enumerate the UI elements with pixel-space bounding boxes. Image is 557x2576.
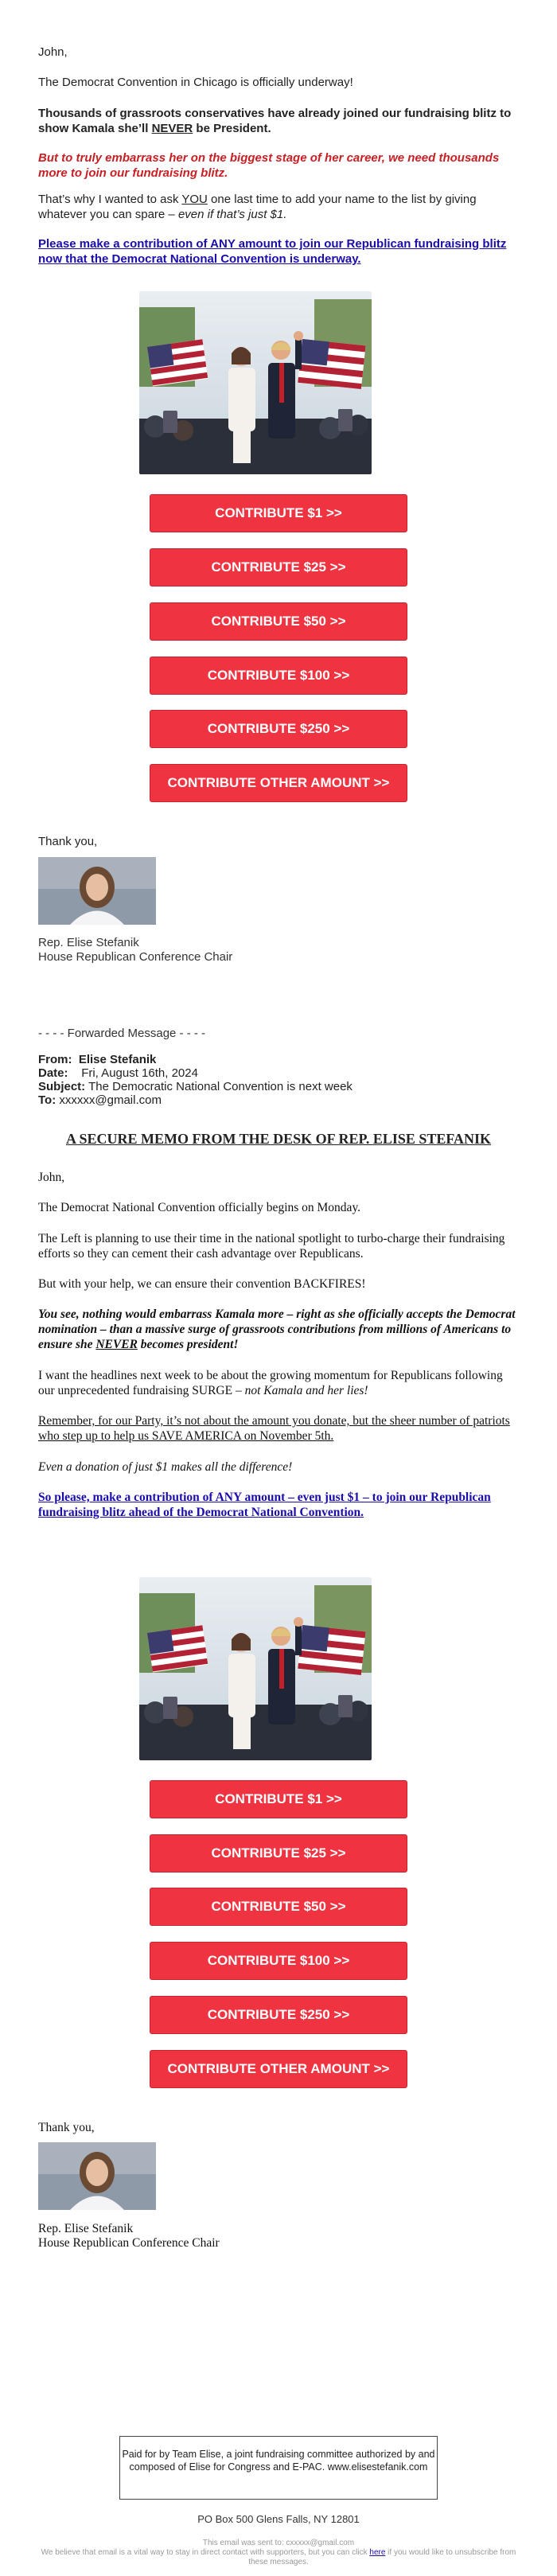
memo-paragraph-6: Remember, for our Party, it’s not about the amount you donate, but the sheer number of patriots who step up to help us SAVE AMERICA on November 5th.	[38, 1414, 510, 1443]
forwarded-to: To: xxxxxx@gmail.com	[38, 1093, 162, 1107]
unsubscribe-notice: We believe that email is a vital way to stay in direct contact with supporters, but you can click here if you would like to unsubscribe from these messages.	[41, 2548, 516, 2566]
memo-contribute-250-button[interactable]: CONTRIBUTE $250 >>	[150, 1996, 407, 2034]
contribute-250-button[interactable]: CONTRIBUTE $250 >>	[150, 710, 407, 748]
rally-photo-2-image	[139, 1577, 372, 1760]
contribute-50-button[interactable]: CONTRIBUTE $50 >>	[150, 602, 407, 641]
memo-contribute-100-button[interactable]: CONTRIBUTE $100 >>	[150, 1942, 407, 1980]
forwarded-divider: - - - - Forwarded Message - - - -	[38, 1027, 206, 1040]
contribute-other-button[interactable]: CONTRIBUTE OTHER AMOUNT >>	[150, 764, 407, 802]
memo-contribute-link[interactable]: So please, make a contribution of ANY amount – even just $1 – to join our Republican fundraising blitz ahead of the Democrat National Convention.	[38, 1491, 491, 1519]
memo-contribute-1-button[interactable]: CONTRIBUTE $1 >>	[150, 1780, 407, 1818]
memo-paragraph-4: You see, nothing would embarrass Kamala more – right as she officially accepts the Democrat nomination – than a massive surge of grassroots contributions from millions of Americans to ensure she NEVER becomes president!	[38, 1307, 516, 1351]
memo-paragraph-1: The Democrat National Convention officially begins on Monday.	[38, 1201, 361, 1214]
memo-title: A SECURE MEMO FROM THE DESK OF REP. ELISE STEFANIK	[65, 1131, 492, 1147]
headshot-photo	[38, 857, 156, 925]
memo-signature-title: House Republican Conference Chair	[38, 2236, 220, 2250]
unsubscribe-link[interactable]: here	[369, 2548, 386, 2557]
rally-photo-2	[139, 1577, 372, 1760]
memo-signoff: Thank you,	[38, 2121, 95, 2134]
contribute-link[interactable]: Please make a contribution of ANY amount to join our Republican fundraising blitz now that the Democrat National Convention is underway.	[38, 237, 507, 266]
signature-title: House Republican Conference Chair	[38, 950, 233, 964]
memo-paragraph-5: I want the headlines next week to be about the growing momentum for Republicans following our unprecedented fundraising SURGE – not Kamala and her lies!	[38, 1369, 503, 1397]
forwarded-from: From: Elise Stefanik	[38, 1053, 157, 1066]
paid-for-text: Paid for by Team Elise, a joint fundraising committee authorized by and composed of Elise for Congress and E-PAC. www.elisestefanik.com	[122, 2449, 435, 2473]
signature-name: Rep. Elise Stefanik	[38, 936, 139, 949]
paragraph-grassroots: Thousands of grassroots conservatives have already joined our fundraising blitz to show Kamala she’ll NEVER be President.	[38, 107, 512, 135]
rally-photo	[139, 291, 372, 474]
contribute-25-button[interactable]: CONTRIBUTE $25 >>	[150, 548, 407, 587]
headshot-image	[38, 857, 156, 925]
memo-headshot-image	[38, 2142, 156, 2210]
memo-contribute-25-button[interactable]: CONTRIBUTE $25 >>	[150, 1834, 407, 1873]
memo-contribute-50-button[interactable]: CONTRIBUTE $50 >>	[150, 1888, 407, 1926]
paragraph-ask: That’s why I wanted to ask YOU one last time to add your name to the list by giving whatever you can spare – even if that’s just $1.	[38, 193, 477, 221]
memo-paragraph-2: The Left is planning to use their time in the national spotlight to turbo-charge their fundraising efforts so they can cement their cash advantage over Republicans.	[38, 1232, 505, 1261]
contribute-100-button[interactable]: CONTRIBUTE $100 >>	[150, 657, 407, 695]
paid-for-box	[119, 2436, 438, 2500]
paragraph-embarrass: But to truly embarrass her on the biggest stage of her career, we need thousands more to join our fundraising blitz.	[38, 151, 500, 180]
memo-headshot-photo	[38, 2142, 156, 2210]
forwarded-subject: Subject: The Democratic National Convention is next week	[38, 1080, 353, 1093]
memo-contribute-other-button[interactable]: CONTRIBUTE OTHER AMOUNT >>	[150, 2050, 407, 2088]
sent-to-notice: This email was sent to: cxxxxx@gmail.com	[202, 2539, 355, 2547]
intro-paragraph: The Democrat Convention in Chicago is officially underway!	[38, 76, 353, 89]
memo-paragraph-7: Even a donation of just $1 makes all the difference!	[38, 1460, 293, 1474]
memo-greeting: John,	[38, 1171, 65, 1184]
rally-photo-image	[139, 291, 372, 474]
signoff: Thank you,	[38, 835, 98, 848]
memo-signature-name: Rep. Elise Stefanik	[38, 2222, 134, 2235]
memo-paragraph-3: But with your help, we can ensure their convention BACKFIRES!	[38, 1277, 366, 1291]
contribute-1-button[interactable]: CONTRIBUTE $1 >>	[150, 494, 407, 532]
greeting: John,	[38, 45, 68, 59]
forwarded-date: Date: Fri, August 16th, 2024	[38, 1066, 198, 1080]
footer-address: PO Box 500 Glens Falls, NY 12801	[197, 2513, 360, 2525]
